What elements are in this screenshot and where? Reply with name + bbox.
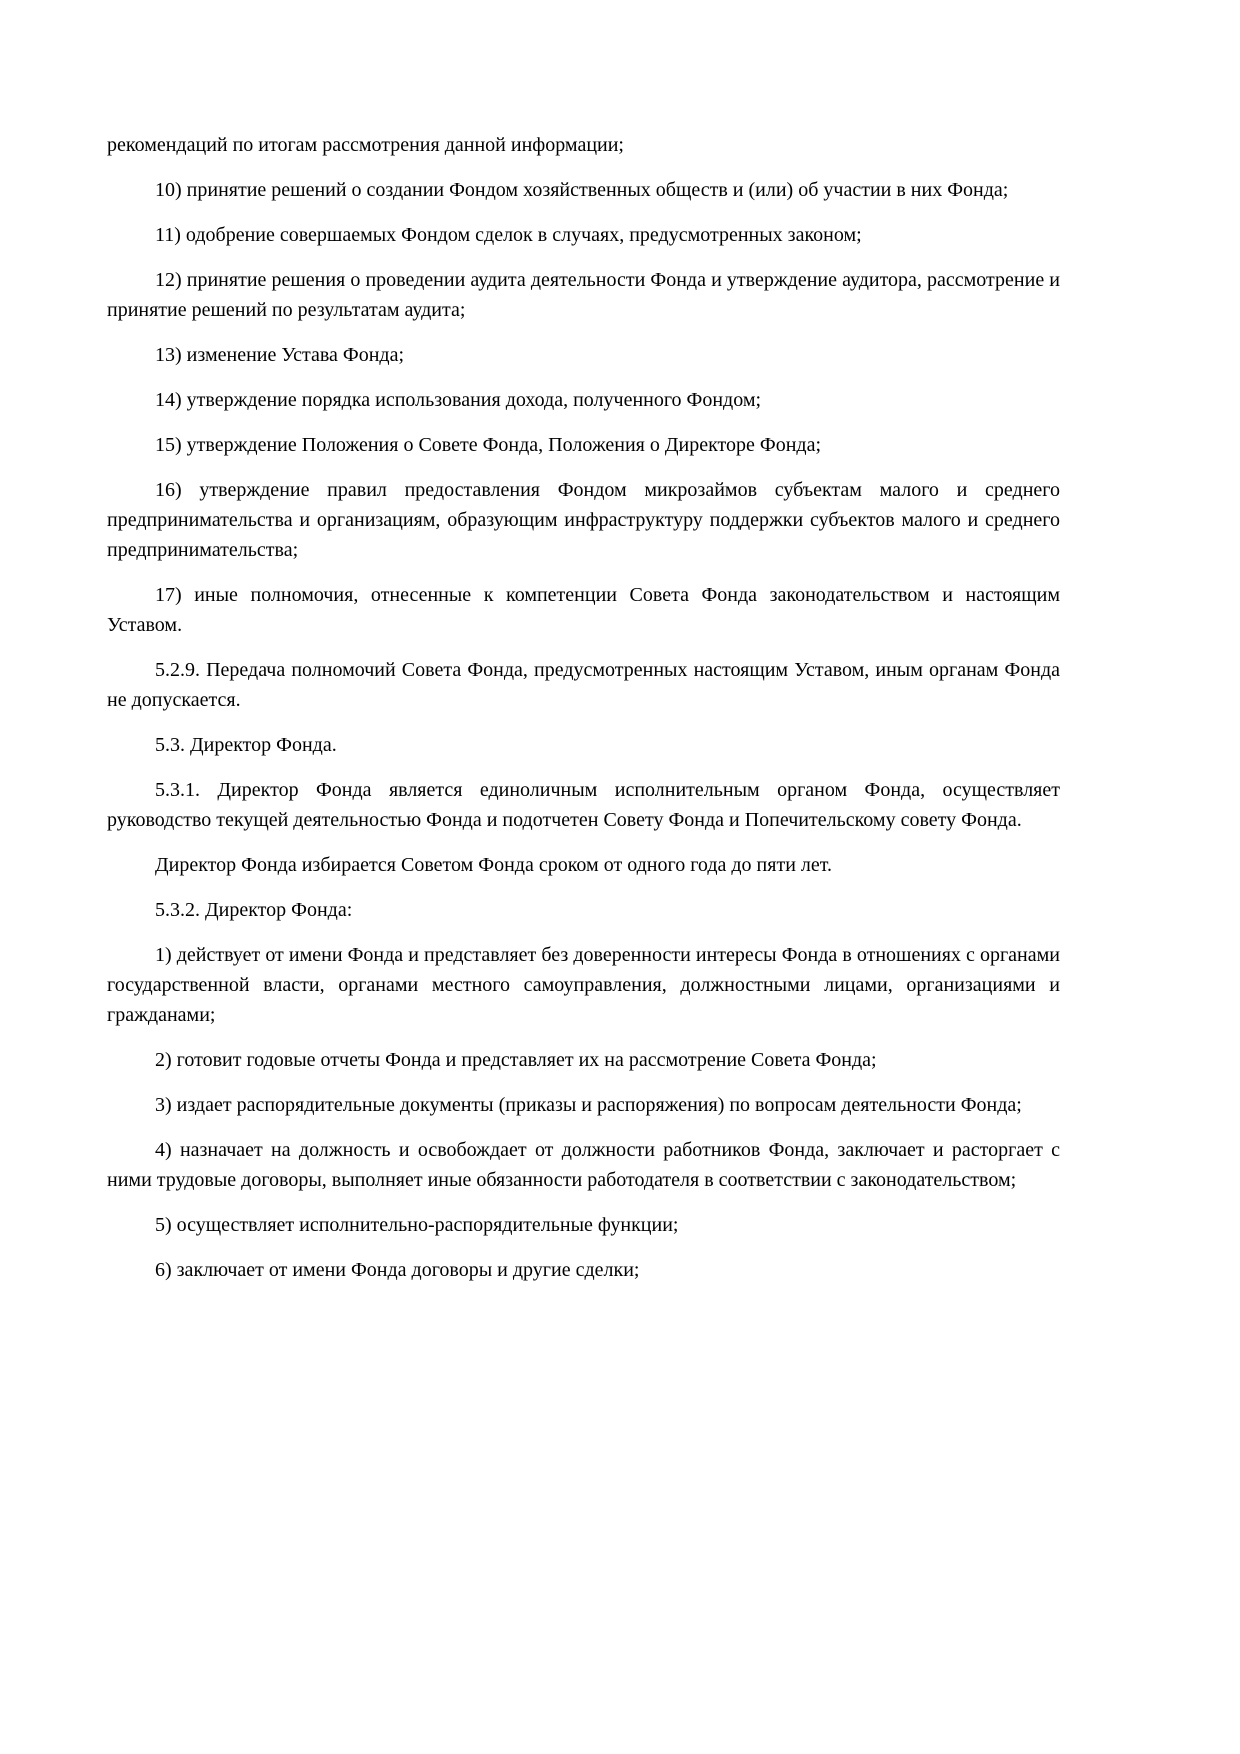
paragraph: 16) утверждение правил предоставления Фондом микрозаймов субъектам малого и среднего предпринимательства и организациям, образующим инфраструктуру поддержки субъектов малого и среднего предпринимательства; [107,479,1060,561]
paragraph: 1) действует от имени Фонда и представляет без доверенности интересы Фонда в отношениях с органами государственной власти, органами местного самоуправления, должностными лицами, организациями и гражданами; [107,944,1060,1026]
paragraph: 14) утверждение порядка использования дохода, полученного Фондом; [155,389,762,411]
paragraph: 4) назначает на должность и освобождает от должности работников Фонда, заключает и расторгает с ними трудовые договоры, выполняет иные обязанности работодателя в соответствии с законодательством; [107,1139,1060,1191]
paragraph: рекомендаций по итогам рассмотрения данной информации; [107,134,624,156]
paragraph: 5.3.1. Директор Фонда является единоличным исполнительным органом Фонда, осуществляет руководство текущей деятельностью Фонда и подотчетен Совету Фонда и Попечительскому совету Фонда. [107,779,1060,831]
paragraph: 2) готовит годовые отчеты Фонда и представляет их на рассмотрение Совета Фонда; [155,1049,877,1071]
paragraph: 13) изменение Устава Фонда; [155,344,405,366]
paragraph: 3) издает распорядительные документы (приказы и распоряжения) по вопросам деятельности Фонда; [155,1094,1022,1116]
paragraph: 11) одобрение совершаемых Фондом сделок в случаях, предусмотренных законом; [155,224,862,246]
paragraph: 12) принятие решения о проведении аудита деятельности Фонда и утверждение аудитора, рассмотрение и принятие решений по результатам аудита; [107,269,1060,321]
paragraph: 17) иные полномочия, отнесенные к компетенции Совета Фонда законодательством и настоящим Уставом. [107,584,1060,636]
paragraph: 5.2.9. Передача полномочий Совета Фонда, предусмотренных настоящим Уставом, иным органам Фонда не допускается. [107,659,1060,711]
paragraph: 5) осуществляет исполнительно-распорядительные функции; [155,1214,679,1236]
paragraph: 15) утверждение Положения о Совете Фонда, Положения о Директоре Фонда; [155,434,822,456]
paragraph: 6) заключает от имени Фонда договоры и другие сделки; [155,1259,640,1281]
paragraph: Директор Фонда избирается Советом Фонда сроком от одного года до пяти лет. [155,854,832,876]
document-body [107,130,1060,1285]
paragraph: 5.3. Директор Фонда. [155,734,337,756]
paragraph: 10) принятие решений о создании Фондом хозяйственных обществ и (или) об участии в них Фонда; [155,179,1009,201]
paragraph: 5.3.2. Директор Фонда: [155,899,353,921]
